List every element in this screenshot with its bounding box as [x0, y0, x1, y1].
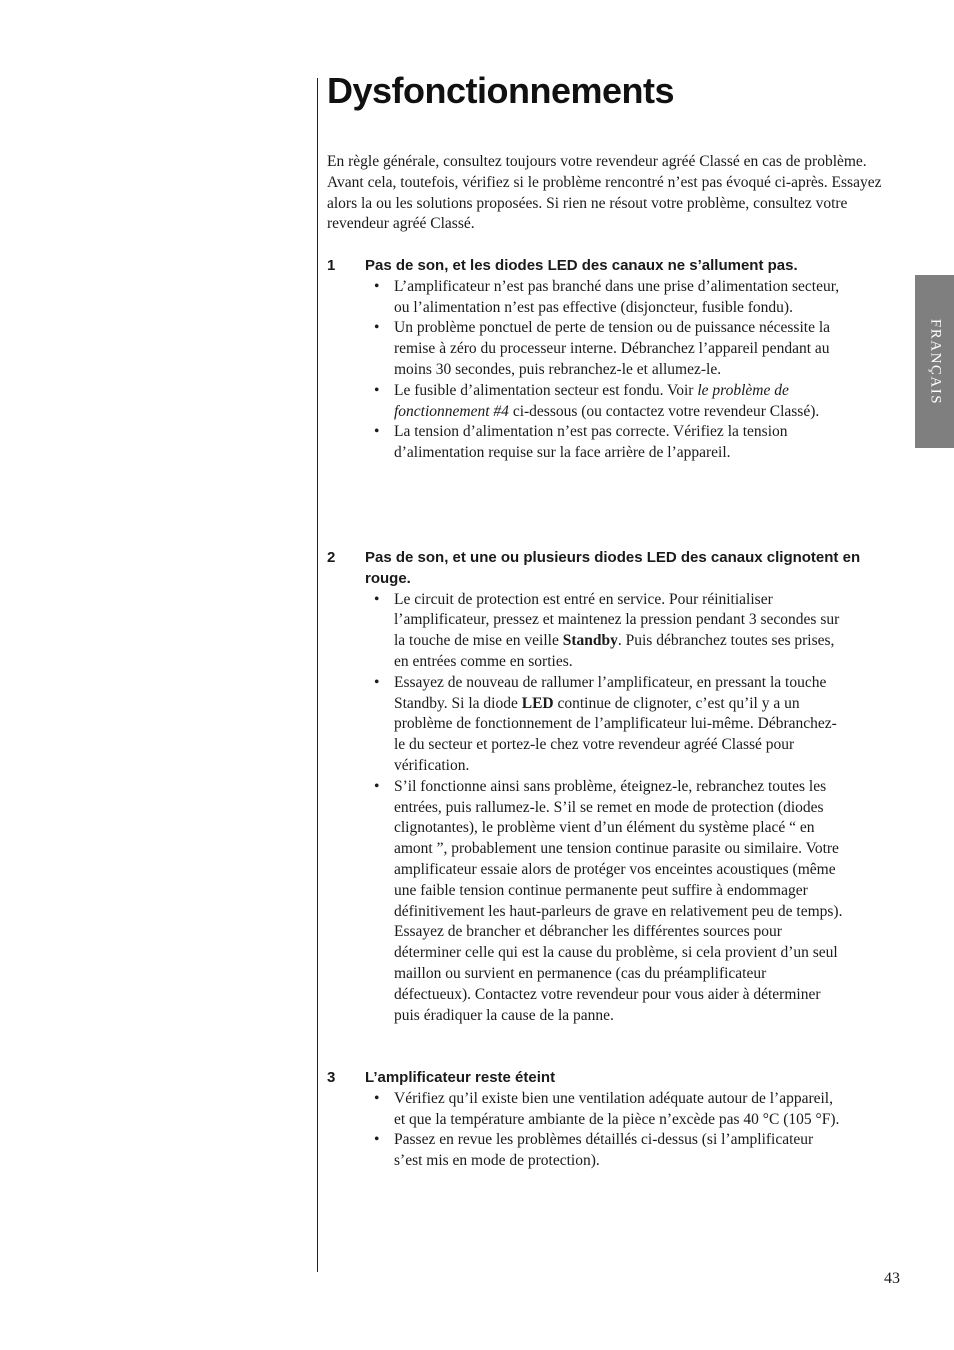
- bullet-icon: •: [374, 590, 380, 608]
- vertical-rule: [317, 78, 318, 1272]
- bullet-icon: •: [374, 777, 380, 795]
- bullet-list: [327, 590, 844, 1027]
- section-number: 1: [327, 257, 336, 274]
- standby-key-label: Standby: [562, 632, 618, 650]
- list-item-text: continue de clignoter, c’est qu’il y a un problème de fonctionnement de l’amplificateur lui-même. Débranchez-le du secteur et portez-le chez votre revendeur agréé Classé pour vérification.: [394, 694, 837, 774]
- bullet-list: [327, 1089, 844, 1172]
- cross-reference: le problème de fonctionnement #4: [394, 381, 789, 420]
- list-item-text: Vérifiez qu’il existe bien une ventilation adéquate autour de l’appareil, et que la température ambiante de la pièce n’excède pas 40 °C (105 °F).: [394, 1089, 840, 1128]
- bullet-icon: •: [374, 1131, 380, 1149]
- list-item-text: ci-dessous (ou contactez votre revendeur Classé).: [508, 402, 820, 420]
- section-1: [327, 256, 887, 464]
- section-3: [327, 1068, 887, 1172]
- bullet-icon: •: [374, 1089, 380, 1107]
- language-tab-label: FRANÇAIS: [927, 318, 943, 405]
- list-item: [374, 277, 844, 319]
- list-item-text: S’il fonctionne ainsi sans problème, éteignez-le, rebranchez toutes les entrées, puis rallumez-le. S’il se remet en mode de protection (diodes clignotantes), le problème vient d’un élément du système placé “ en amont ”, probablement une tension continue parasite ou similaire. Votre amplificateur essaie alors de protéger vos enceintes acoustiques (même une faible tension continue permanente peut suffire à endommager définitivement les haut-parleurs de grave en relativement peu de temps). Essayez de brancher et débrancher les différentes sources pour déterminer celle qui est la cause du problème, si cela provient d’un seul maillon ou survient en permanence (cas du préamplificateur défectueux). Contactez votre revendeur pour vous aider à déterminer puis éradiquer la cause de la panne.: [394, 777, 843, 1024]
- section-number: 3: [327, 1069, 336, 1086]
- section-heading: [327, 1068, 887, 1089]
- list-item-text: Un problème ponctuel de perte de tension ou de puissance nécessite la remise à zéro du processeur interne. Débranchez l’appareil pendant au moins 30 secondes, puis rebranchez-le et allumez-le.: [394, 319, 831, 378]
- list-item-text: Essayez de nouveau de rallumer l’amplificateur, en pressant la touche Standby. Si la diode: [394, 673, 827, 712]
- list-item: [374, 318, 844, 380]
- bullet-icon: •: [374, 381, 380, 399]
- section-title: Pas de son, et les diodes LED des canaux ne s’allument pas.: [365, 257, 798, 274]
- list-item-text: Le fusible d’alimentation secteur est fondu. Voir: [394, 381, 698, 399]
- list-item: [374, 590, 844, 673]
- section-title: L’amplificateur reste éteint: [365, 1069, 556, 1086]
- list-item: [374, 673, 844, 777]
- list-item-text: La tension d’alimentation n’est pas correcte. Vérifiez la tension d’alimentation requise sur la face arrière de l’appareil.: [394, 423, 788, 462]
- bullet-icon: •: [374, 673, 380, 691]
- list-item-text: Le circuit de protection est entré en service. Pour réinitialiser l’amplificateur, pressez et maintenez la pression pendant 3 secondes sur la touche de mise en veille: [394, 590, 840, 650]
- bullet-icon: •: [374, 277, 380, 295]
- list-item-text: Passez en revue les problèmes détaillés ci-dessus (si l’amplificateur s’est mis en mode de protection).: [394, 1131, 814, 1170]
- section-number: 2: [327, 549, 336, 566]
- section-heading: [327, 256, 887, 277]
- language-tab: [915, 275, 954, 448]
- list-item-text: L’amplificateur n’est pas branché dans une prise d’alimentation secteur, ou l’alimentation n’est pas effective (disjoncteur, fusible fondu).: [394, 277, 840, 316]
- led-label: LED: [521, 694, 554, 712]
- bullet-icon: •: [374, 423, 380, 441]
- bullet-list: [327, 277, 844, 464]
- bullet-icon: •: [374, 319, 380, 337]
- list-item: [374, 1089, 844, 1131]
- section-title: Pas de son, et une ou plusieurs diodes LED des canaux clignotent en rouge.: [365, 549, 861, 587]
- intro-paragraph: En règle générale, consultez toujours votre revendeur agréé Classé en cas de problème. Avant cela, toutefois, vérifiez si le problème rencontré n’est pas évoqué ci-après. Essayez alors la ou les solutions proposées. Si rien ne résout votre problème, consultez votre revendeur agréé Classé.: [327, 153, 882, 233]
- section-2: [327, 548, 887, 1026]
- list-item: [374, 777, 844, 1027]
- list-item: [374, 381, 844, 423]
- page-title: Dysfonctionnements: [327, 70, 675, 111]
- page-number: 43: [884, 1270, 900, 1287]
- section-heading: [327, 548, 887, 590]
- list-item: [374, 422, 844, 464]
- list-item-text: . Puis débranchez toutes ses prises, en entrées comme en sorties.: [394, 632, 835, 670]
- list-item: [374, 1130, 844, 1172]
